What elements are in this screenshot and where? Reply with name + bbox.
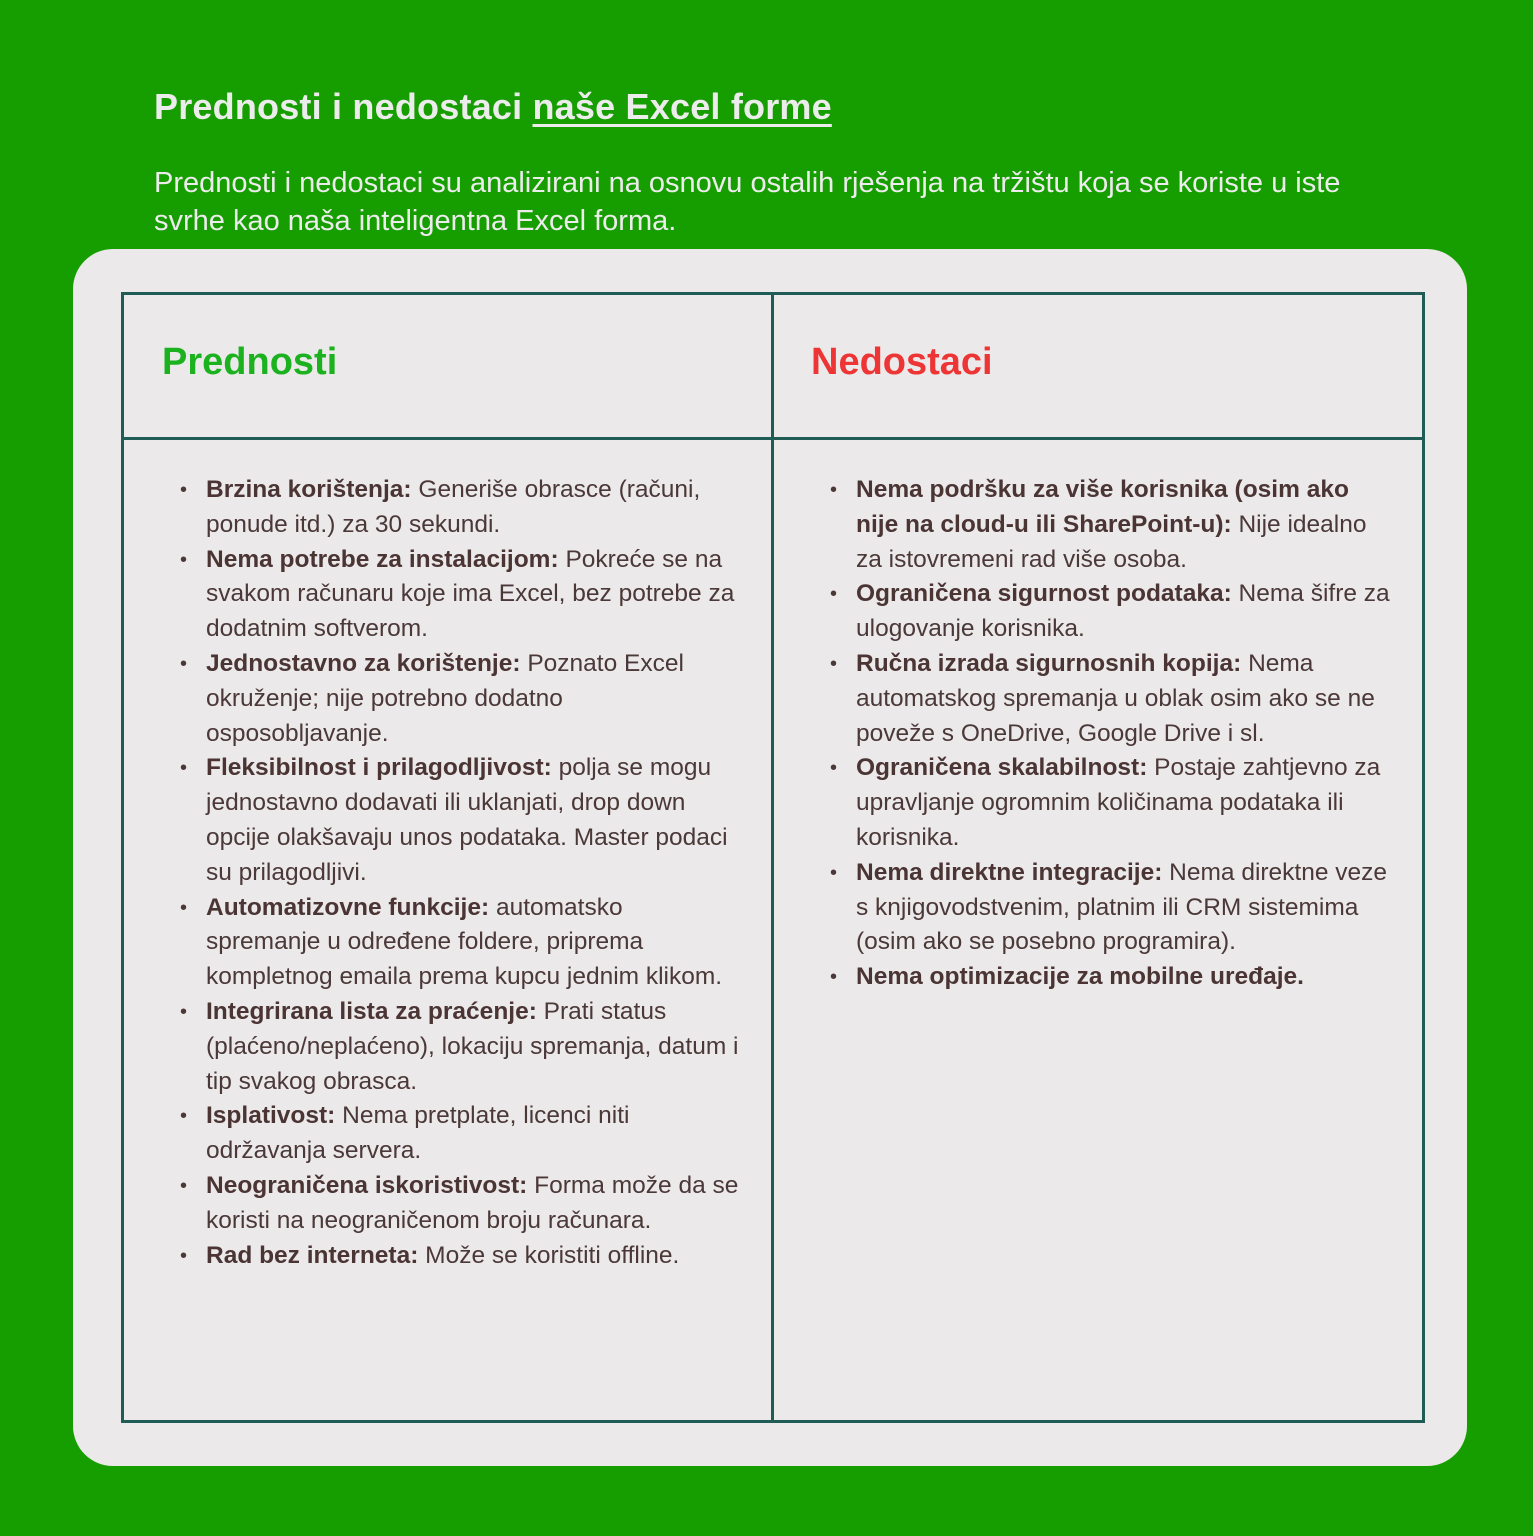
bullet-icon: •	[830, 652, 838, 675]
item-label: Neograničena iskoristivost:	[206, 1171, 528, 1199]
cons-list-item	[830, 647, 1390, 751]
pros-body-cell	[124, 440, 774, 1420]
cons-list-item	[830, 577, 1390, 647]
bullet-icon: •	[180, 1000, 188, 1023]
item-label: Nema potrebe za instalacijom:	[206, 545, 559, 573]
item-text: Može se koristiti offline.	[418, 1241, 680, 1269]
page-subtitle: Prednosti i nedostaci su analizirani na osnovu ostalih rješenja na tržištu koja se koriste u iste svrhe kao naša inteligentna Excel forma.	[154, 167, 1341, 237]
bullet-icon: •	[830, 583, 838, 606]
item-label: Nema podršku za više korisnika (osim ako nije na cloud-u ili SharePoint-u):	[856, 476, 1349, 538]
bullet-icon: •	[180, 1244, 188, 1267]
item-label: Brzina korištenja:	[206, 476, 412, 503]
item-text: Nije idealno za istovremeni rad više osoba.	[856, 510, 1367, 573]
pros-list-item	[180, 995, 740, 1099]
pros-list-item	[180, 891, 740, 995]
cons-body-cell	[774, 440, 1422, 1420]
item-label: Isplativost:	[206, 1102, 336, 1130]
item-label: Ograničena skalabilnost:	[856, 754, 1148, 782]
bullet-icon: •	[180, 652, 188, 675]
bullet-icon: •	[180, 896, 188, 919]
page-title-underlined: naše Excel forme	[532, 86, 832, 127]
pros-list-item	[180, 543, 740, 647]
item-label: Automatizovne funkcije:	[206, 893, 490, 921]
page-title	[154, 86, 832, 128]
pros-list-item	[180, 1239, 740, 1274]
item-text: Postaje zahtjevno za upravljanje ogromnim količinama podataka ili korisnika.	[856, 754, 1381, 851]
item-text: automatsko spremanje u određene foldere, priprema kompletnog emaila prema kupcu jednim klikom.	[206, 893, 723, 991]
item-text: Nema šifre za ulogovanje korisnika.	[856, 580, 1390, 643]
bullet-icon: •	[180, 1174, 188, 1197]
item-label: Integrirana lista za praćenje:	[206, 997, 537, 1025]
item-text: Poznato Excel okruženje; nije potrebno dodatno osposobljavanje.	[206, 649, 684, 747]
item-text: Nema pretplate, licenci niti održavanja servera.	[206, 1102, 630, 1165]
item-label: Nema direktne integracije:	[856, 858, 1163, 886]
item-label: Jednostavno za korištenje:	[206, 649, 521, 677]
bullet-icon: •	[830, 861, 838, 884]
cons-list	[830, 473, 1390, 995]
cons-heading: Nedostaci	[811, 340, 993, 383]
item-text: Prati status (plaćeno/neplaćeno), lokaciju spremanja, datum i tip svakog obrasca.	[206, 997, 739, 1095]
cons-header-cell	[774, 295, 1422, 440]
bullet-icon: •	[180, 548, 188, 571]
pros-list-item	[180, 647, 740, 751]
bullet-icon: •	[830, 757, 838, 780]
item-label: Nema optimizacije za mobilne uređaje.	[856, 963, 1304, 991]
item-text: Generiše obrasce (računi, ponude itd.) za 30 sekundi.	[206, 476, 701, 538]
item-text: polja se mogu jednostavno dodavati ili uklanjati, drop down opcije olakšavaju unos podataka. Master podaci su prilagodljivi.	[206, 754, 728, 886]
bullet-icon: •	[180, 757, 188, 780]
item-text: Nema direktne veze s knjigovodstvenim, platnim ili CRM sistemima (osim ako se posebno programira).	[856, 858, 1388, 956]
item-text: Forma može da se koristi na neograničenom broju računara.	[206, 1171, 739, 1234]
bullet-icon: •	[830, 966, 838, 989]
item-text: Pokreće se na svakom računaru koje ima Excel, bez potrebe za dodatnim softverom.	[206, 545, 735, 643]
pros-list-item	[180, 1099, 740, 1169]
item-label: Ručna izrada sigurnosnih kopija:	[856, 649, 1242, 677]
bullet-icon: •	[180, 479, 188, 501]
pros-header-cell	[124, 295, 774, 440]
pros-list-item	[180, 751, 740, 890]
pros-heading: Prednosti	[162, 340, 338, 383]
pros-list-item	[180, 1169, 740, 1239]
item-text: Nema automatskog spremanja u oblak osim ako se ne poveže s OneDrive, Google Drive i sl.	[856, 649, 1375, 747]
item-label: Ograničena sigurnost podataka:	[856, 580, 1232, 608]
cons-list-item	[830, 960, 1390, 995]
pros-list-item	[180, 473, 740, 543]
bullet-icon: •	[180, 1105, 188, 1128]
cons-list-item	[830, 751, 1390, 855]
page-title-plain: Prednosti i nedostaci	[154, 86, 533, 127]
item-label: Rad bez interneta:	[206, 1241, 419, 1269]
cons-list-item	[830, 856, 1390, 960]
cons-list-item	[830, 473, 1390, 577]
content-card	[73, 249, 1467, 1466]
pros-list	[180, 473, 740, 1273]
item-label: Fleksibilnost i prilagodljivost:	[206, 754, 552, 782]
comparison-table	[121, 292, 1425, 1423]
bullet-icon: •	[830, 479, 838, 501]
